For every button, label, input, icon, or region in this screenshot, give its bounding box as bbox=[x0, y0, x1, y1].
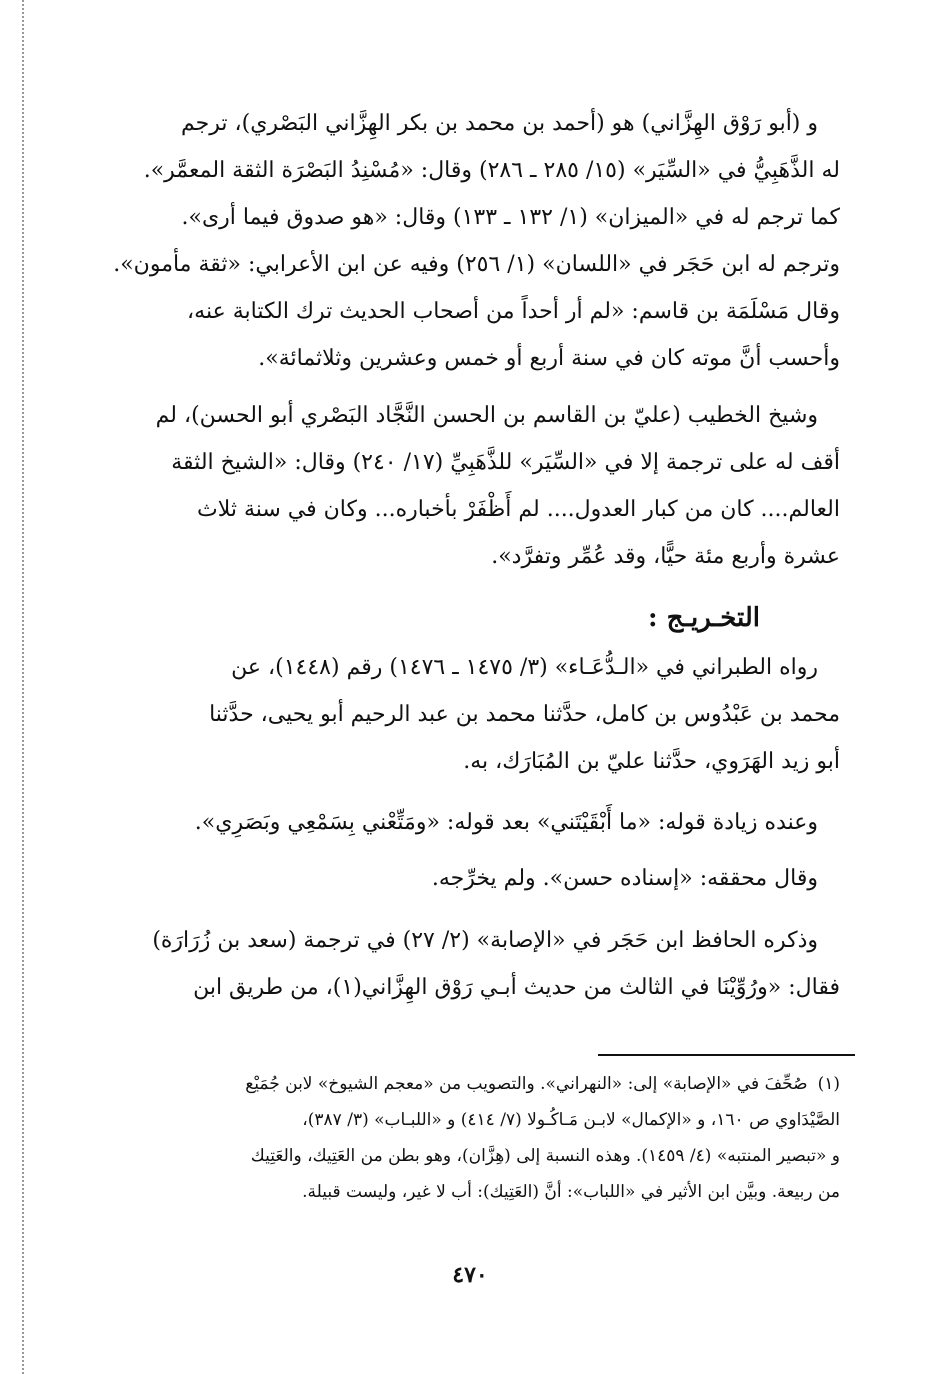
page-body bbox=[100, 100, 840, 1011]
text-line: أقف له على ترجمة إلا في «السِّيَر» للذَّهَبِيِّ (١٧/ ٢٤٠) وقال: «الشيخ الثقة bbox=[171, 450, 840, 475]
text-line: له الذَّهَبِيُّ في «السِّيَر» (١٥/ ٢٨٥ ـ ٢٨٦) وقال: «مُسْنِدُ البَصْرَة الثقة المعمَّر». bbox=[143, 158, 840, 183]
section-heading-takhrij: التخـريـج : bbox=[647, 603, 760, 633]
footnote-line: (١)صُحِّفَ في «الإصابة» إلى: «النهراني». والتصويب من «معجم الشيوخ» لابن جُمَيْع bbox=[245, 1074, 840, 1094]
text-line: أبو زيد الهَرَوي، حدَّثنا عليّ بن المُبَارَك، به. bbox=[463, 749, 840, 774]
footnote-line: و «تبصير المنتبه» (٤/ ١٤٥٩). وهذه النسبة إلى (هِزَّان)، وهو بطن من العَتِيك، والعَتِيك bbox=[250, 1146, 840, 1166]
margin-dotted-rule bbox=[22, 0, 24, 1374]
text-line: رواه الطبراني في «الـدُّعَـاء» (٣/ ١٤٧٥ ـ ١٤٧٦) رقم (١٤٤٨)، عن bbox=[231, 655, 818, 680]
text-line: محمد بن عَبْدُوس بن كامل، حدَّثنا محمد بن عبد الرحيم أبو يحيى، حدَّثنا bbox=[209, 702, 840, 727]
text-line: العالم.... كان من كبار العدول.... لم أَظْفَرْ بأخباره... وكان في سنة ثلاث bbox=[196, 497, 840, 522]
footnote bbox=[100, 1066, 840, 1210]
footnote-line: من ربيعة. وبيَّن ابن الأثير في «اللباب»: أنَّ (العَتِيك): أب لا غير، وليست قبيلة. bbox=[302, 1182, 840, 1202]
page-number: ٤٧٠ bbox=[452, 1262, 488, 1288]
footnote-line: الصَّيْدَاوي ص ١٦٠، و «الإكمال» لابـن مَـاكُـولا (٧/ ٤١٤) و «اللبـاب» (٣/ ٣٨٧)، bbox=[302, 1110, 840, 1130]
paragraph-abu-rawq bbox=[100, 100, 840, 382]
paragraph-isaba bbox=[100, 917, 840, 1011]
footnote-number: (١) bbox=[817, 1074, 840, 1094]
paragraph-addition: وعنده زيادة قوله: «ما أَبْقَيْتَني» بعد قوله: «ومَتِّعْني بِسَمْعِي وبَصَرِي». bbox=[194, 810, 818, 835]
text-line: وقال مَسْلَمَة بن قاسم: «لم أر أحداً من أصحاب الحديث ترك الكتابة عنه، bbox=[187, 299, 840, 324]
footnote-separator bbox=[598, 1054, 855, 1056]
text-line: عشرة وأربع مئة حيًّا، وقد عُمِّر وتفرَّد». bbox=[491, 544, 840, 569]
paragraph-muhaqqiq: وقال محققه: «إسناده حسن». ولم يخرِّجه. bbox=[431, 866, 818, 891]
text-line: كما ترجم له في «الميزان» (١/ ١٣٢ ـ ١٣٣) وقال: «هو صدوق فيما أرى». bbox=[181, 205, 840, 230]
text-line: وترجم له ابن حَجَر في «اللسان» (١/ ٢٥٦) وفيه عن ابن الأعرابي: «ثقة مأمون». bbox=[113, 252, 840, 277]
paragraph-khatib-shaykh bbox=[100, 392, 840, 580]
text-line: فقال: «ورُوِّيْنَا في الثالث من حديث أبـي رَوْق الهِزَّاني(١)، من طريق ابن bbox=[193, 975, 840, 1000]
text-line: وشيخ الخطيب (عليّ بن القاسم بن الحسن النَّجَّاد البَصْري أبو الحسن)، لم bbox=[155, 403, 818, 428]
text-line: و (أبو رَوْق الهِزَّاني) هو (أحمد بن محمد بن بكر الهِزَّاني البَصْري)، ترجم bbox=[181, 111, 818, 136]
text-line: وأحسب أنَّ موته كان في سنة أربع أو خمس وعشرين وثلاثمائة». bbox=[258, 346, 840, 371]
text-line: وذكره الحافظ ابن حَجَر في «الإصابة» (٢/ ٢٧) في ترجمة (سعد بن زُرَارَة) bbox=[152, 928, 818, 953]
paragraph-tabarani bbox=[100, 644, 840, 785]
